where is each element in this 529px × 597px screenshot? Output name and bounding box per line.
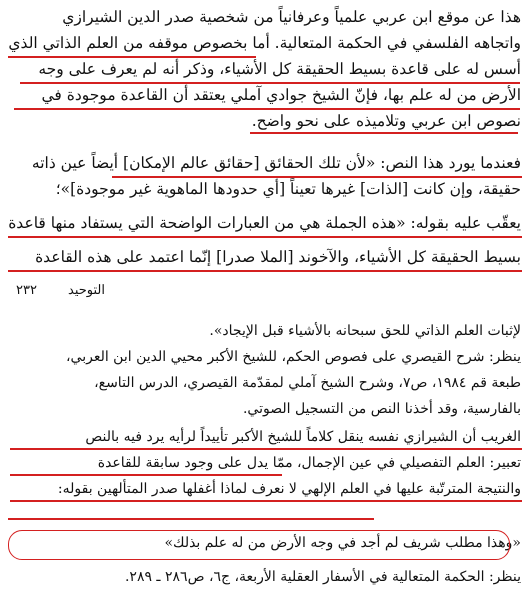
footnote-line-7: والنتيجة المترتّبة عليها في العلم الإلهي لا نعرف لماذا أغفلها صدر المتألهين بقوله:: [57, 481, 521, 497]
annotation-underline: [250, 132, 518, 134]
annotation-underline: [8, 518, 374, 520]
body-line-8: يعقّب عليه بقوله: «هذه الجملة هي من العبارات الواضحة التي يستفاد منها قاعدة: [8, 214, 521, 232]
body-line-1: هذا عن موقع ابن عربي علمياً وعرفانياً من شخصية صدر الدين الشيرازي: [62, 8, 521, 26]
footnote-line-1: لإثبات العلم الذاتي للحق سبحانه بالأشياء قبل الإيجاد».: [209, 323, 521, 339]
page-footer: [8, 282, 521, 300]
footnote-line-3: طبعة قم ١٩٨٤، ص٧، وشرح الشيخ آملي لمقدّمة القيصري، الدرس التاسع،: [94, 375, 521, 391]
body-line-5: نصوص ابن عربي وتلاميذه على نحو واضح.: [251, 112, 521, 130]
annotation-underline: [20, 82, 520, 84]
footnote-quote: «وهذا مطلب شريف لم أجد في وجه الأرض من له علم بذلك»: [164, 535, 521, 551]
footnote-line-9: ينظر: الحكمة المتعالية في الأسفار العقلية الأربعة، ج٦، ص٢٨٦ ـ ٢٨٩.: [124, 569, 521, 585]
annotation-oval: [8, 530, 510, 560]
body-line-3: أسس له على قاعدة بسيط الحقيقة كل الأشياء، وذكر أنه لم يعرف على وجه: [38, 60, 521, 78]
annotation-underline: [10, 474, 282, 476]
footnote-line-6: تعبير: العلم التفصيلي في عين الإجمال، ممّا يدل على وجود سابقة للقاعدة: [97, 455, 521, 471]
footnote-line-4: بالفارسية، وقد أخذنا النص من التسجيل الصوتي.: [242, 401, 521, 417]
running-title: التوحيد: [68, 283, 105, 298]
annotation-underline: [8, 270, 522, 272]
annotation-underline: [8, 56, 256, 58]
annotation-underline: [8, 236, 522, 238]
annotation-underline: [10, 448, 522, 450]
body-line-7: حقيقة، وإن كانت [الذات] غيرها تعيناً [أي حدودها الماهوية غير موجودة]»؛: [55, 180, 521, 198]
footnote-line-5: الغريب أن الشيرازي نفسه ينقل كلاماً للشيخ الأكبر تأييداً لرأيه يرد فيه بالنص: [85, 429, 521, 445]
footnote-line-2: ينظر: شرح القيصري على فصوص الحكم، للشيخ الأكبر محيي الدين ابن العربي،: [66, 349, 521, 365]
body-line-6: فعندما يورد هذا النص: «لأن تلك الحقائق [حقائق عالم الإمكان] أيضاً عين ذاته: [31, 154, 521, 172]
body-line-2: واتجاهه الفلسفي في الحكمة المتعالية. أما بخصوص موقفه من العلم الذاتي الذي: [8, 34, 521, 52]
annotation-underline: [14, 108, 520, 110]
annotation-underline: [10, 500, 522, 502]
page-number: ٢٣٢: [16, 283, 37, 298]
annotation-underline: [112, 176, 522, 178]
body-line-9: بسيط الحقيقة كل الأشياء، والآخوند [الملا صدرا] إنّما اعتمد على هذه القاعدة: [35, 248, 521, 266]
body-line-4: الأرض من له علم بها، فإنّ الشيخ جوادي آملي يعتقد أن القاعدة موجودة في: [41, 86, 521, 104]
